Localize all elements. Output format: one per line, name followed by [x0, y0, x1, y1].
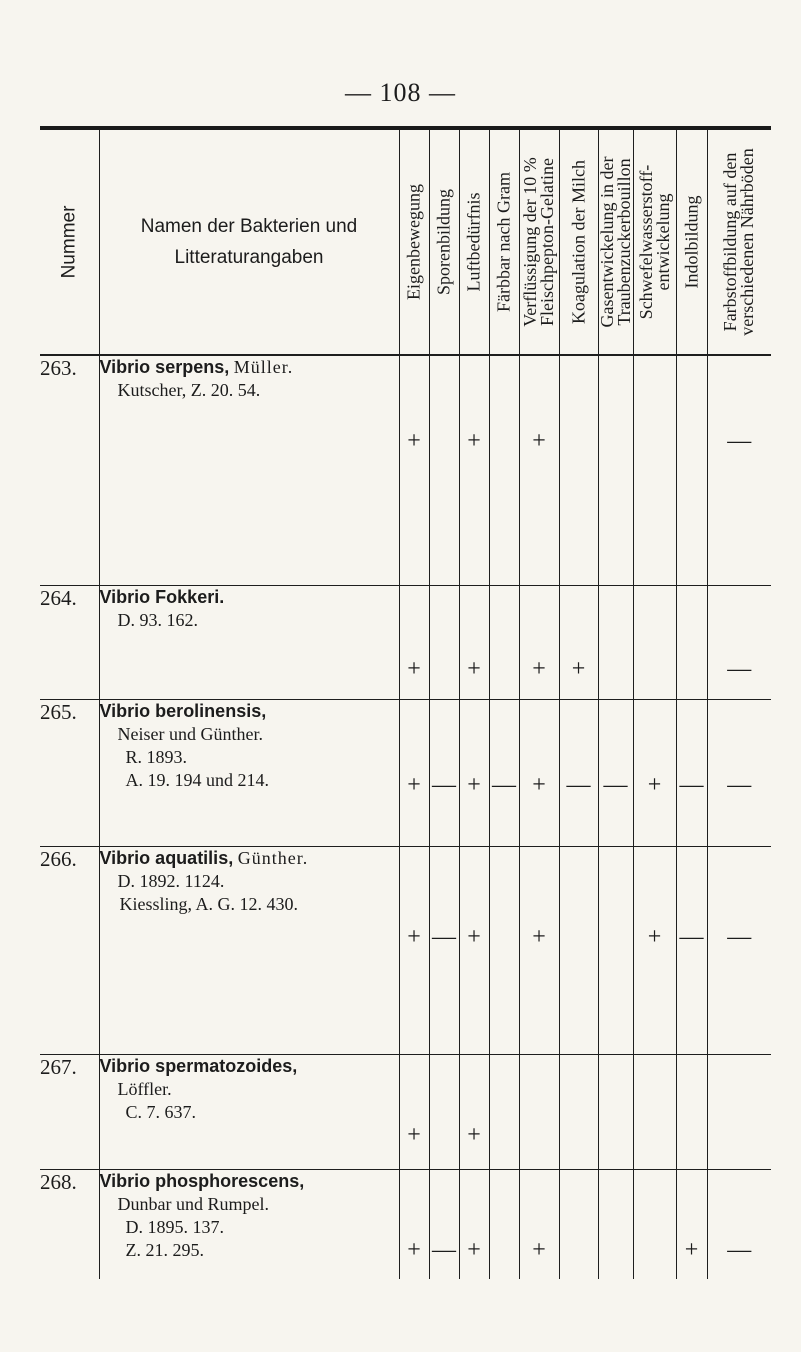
row-number: 266.: [40, 846, 99, 1054]
property-cell: [459, 1054, 489, 1169]
property-mark: —: [432, 1236, 456, 1263]
property-mark: +: [407, 1236, 421, 1263]
header-names-line1: Namen der Bakterien und: [140, 216, 358, 237]
property-cell: [489, 585, 519, 699]
property-cell: [676, 355, 707, 585]
property-cell: [633, 1054, 676, 1169]
property-cell: [633, 699, 676, 846]
property-cell: [559, 699, 598, 846]
property-cell: [399, 1169, 429, 1279]
property-mark: —: [432, 771, 456, 798]
property-mark: +: [467, 1236, 481, 1263]
property-cell: [459, 846, 489, 1054]
property-cell: [489, 699, 519, 846]
property-cell: [429, 585, 459, 699]
property-cell: [598, 1054, 633, 1169]
property-cell: [399, 699, 429, 846]
property-cell: [399, 1054, 429, 1169]
property-cell: [633, 846, 676, 1054]
property-cell: [707, 699, 771, 846]
literature-reference: Neiser und Günther.: [117, 723, 263, 744]
header-row: [40, 130, 771, 355]
bacteria-entry: [99, 355, 399, 585]
header-nummer: Nummer: [40, 130, 99, 355]
table-row: [40, 699, 771, 846]
property-mark: +: [684, 1236, 699, 1263]
property-cell: [676, 1169, 707, 1279]
header-koagulation: Koagulation der Milch: [559, 130, 598, 355]
bacteria-name: Vibrio spermatozoides,: [99, 1055, 298, 1076]
property-mark: —: [727, 428, 752, 454]
property-mark: —: [727, 771, 752, 798]
property-cell: [459, 699, 489, 846]
property-mark: —: [727, 1236, 752, 1263]
header-gasentwickelung: Gasentwickelung in der Traubenzuckerbouillon: [598, 130, 633, 355]
property-mark: —: [727, 923, 752, 950]
property-cell: [676, 846, 707, 1054]
bacteria-entry: [99, 585, 399, 699]
property-cell: [559, 585, 598, 699]
literature-reference: Dunbar und Rumpel.: [117, 1193, 269, 1214]
header-schwefelwasserstoff: Schwefelwasserstoff- entwickelung: [633, 130, 676, 355]
header-names: [99, 130, 399, 355]
property-cell: [459, 355, 489, 585]
property-mark: +: [532, 923, 546, 950]
bacteria-name: Vibrio berolinensis,: [99, 700, 267, 721]
property-mark: —: [679, 923, 704, 950]
property-cell: [459, 585, 489, 699]
header-faerbbar: Färbbar nach Gram: [489, 130, 519, 355]
literature-reference: Kiessling, A. G. 12. 430.: [119, 893, 299, 914]
property-cell: [429, 699, 459, 846]
property-mark: —: [432, 923, 456, 950]
property-cell: [707, 585, 771, 699]
bacteria-name: Vibrio aquatilis,: [99, 847, 234, 868]
header-sporenbildung: Sporenbildung: [429, 130, 459, 355]
property-cell: [559, 1054, 598, 1169]
bacteria-authors: Günther.: [237, 847, 309, 868]
property-cell: [489, 355, 519, 585]
property-mark: +: [467, 771, 481, 798]
property-mark: +: [532, 655, 546, 682]
row-number: 264.: [40, 585, 99, 699]
property-cell: [598, 355, 633, 585]
property-cell: [598, 846, 633, 1054]
property-mark: +: [467, 428, 481, 454]
bacteria-table: [40, 130, 771, 1279]
property-cell: [559, 846, 598, 1054]
property-cell: [598, 1169, 633, 1279]
row-number: 268.: [40, 1169, 77, 1194]
property-cell: [519, 585, 559, 699]
property-cell: [707, 1169, 771, 1279]
header-eigenbewegung: Eigenbewegung: [399, 130, 429, 355]
property-cell: [676, 699, 707, 846]
bacteria-authors: Müller.: [233, 357, 294, 377]
property-cell: [489, 1169, 519, 1279]
literature-reference: A. 19. 194 und 214.: [125, 769, 269, 790]
literature-reference: Kutscher, Z. 20. 54.: [117, 380, 261, 400]
property-cell: [676, 1054, 707, 1169]
property-cell: [429, 1169, 459, 1279]
property-mark: +: [407, 1121, 421, 1148]
property-cell: [598, 699, 633, 846]
property-cell: [399, 355, 429, 585]
bacteria-entry: [99, 1054, 399, 1169]
property-cell: [399, 846, 429, 1054]
property-mark: +: [407, 923, 421, 950]
property-cell: [559, 355, 598, 585]
property-cell: [459, 1169, 489, 1279]
property-mark: —: [603, 771, 628, 798]
property-mark: —: [566, 771, 591, 798]
property-cell: [519, 699, 559, 846]
bacteria-name: Vibrio phosphorescens,: [99, 1170, 305, 1191]
property-mark: +: [532, 428, 546, 454]
header-verfluessigung: Verflüssigung der 10 % Fleischpepton-Gelatine: [519, 130, 559, 355]
property-mark: +: [647, 771, 662, 798]
table-row: [40, 355, 771, 585]
bacteria-name: Vibrio Fokkeri.: [99, 586, 225, 607]
property-cell: [519, 1054, 559, 1169]
header-luftbeduerfnis: Luftbedürfnis: [459, 130, 489, 355]
property-cell: [429, 846, 459, 1054]
table-row: [40, 1169, 771, 1279]
property-cell: [399, 585, 429, 699]
literature-reference: R. 1893.: [125, 746, 188, 767]
property-cell: [707, 846, 771, 1054]
property-cell: [489, 846, 519, 1054]
bacteria-entry: [99, 846, 399, 1054]
literature-reference: Z. 21. 295.: [125, 1239, 204, 1260]
table-row: [40, 846, 771, 1054]
property-cell: [598, 585, 633, 699]
property-mark: +: [647, 923, 662, 950]
property-cell: [633, 1169, 676, 1279]
property-mark: —: [679, 771, 704, 798]
literature-reference: D. 1892. 1124.: [117, 870, 225, 891]
property-mark: +: [467, 923, 481, 950]
header-names-line2: Litteraturangaben: [174, 247, 324, 268]
property-cell: [707, 1054, 771, 1169]
property-cell: [519, 1169, 559, 1279]
page-number: — 108 —: [345, 78, 456, 107]
property-cell: [633, 355, 676, 585]
bacteria-entry: [99, 699, 399, 846]
property-cell: [489, 1054, 519, 1169]
property-cell: [519, 355, 559, 585]
literature-reference: D. 1895. 137.: [125, 1216, 224, 1237]
property-cell: [559, 1169, 598, 1279]
header-farbstoffbildung: Farbstoffbildung auf den verschiedenen Nährböden: [707, 130, 771, 355]
row-number: 267.: [40, 1054, 99, 1169]
property-mark: +: [407, 771, 421, 798]
bacteria-name: Vibrio serpens,: [99, 357, 230, 377]
property-cell: [707, 355, 771, 585]
property-mark: +: [467, 655, 481, 682]
property-mark: +: [532, 771, 546, 798]
property-cell: [429, 1054, 459, 1169]
row-number: 263.: [40, 355, 99, 585]
property-mark: +: [532, 1236, 546, 1263]
property-cell: [429, 355, 459, 585]
table-row: [40, 585, 771, 699]
header-indolbildung: Indolbildung: [676, 130, 707, 355]
property-mark: +: [407, 428, 421, 454]
property-cell: [633, 585, 676, 699]
bacteria-entry: [99, 1169, 399, 1279]
literature-reference: D. 93. 162.: [117, 609, 198, 630]
property-mark: —: [492, 771, 516, 798]
table-row: [40, 1054, 771, 1169]
property-mark: +: [571, 655, 586, 682]
property-mark: —: [727, 655, 752, 682]
literature-reference: Löffler.: [117, 1078, 172, 1099]
literature-reference: C. 7. 637.: [125, 1101, 197, 1122]
property-cell: [676, 585, 707, 699]
property-cell: [519, 846, 559, 1054]
row-number: 265.: [40, 699, 99, 846]
property-mark: +: [407, 655, 421, 682]
property-mark: +: [467, 1121, 481, 1148]
